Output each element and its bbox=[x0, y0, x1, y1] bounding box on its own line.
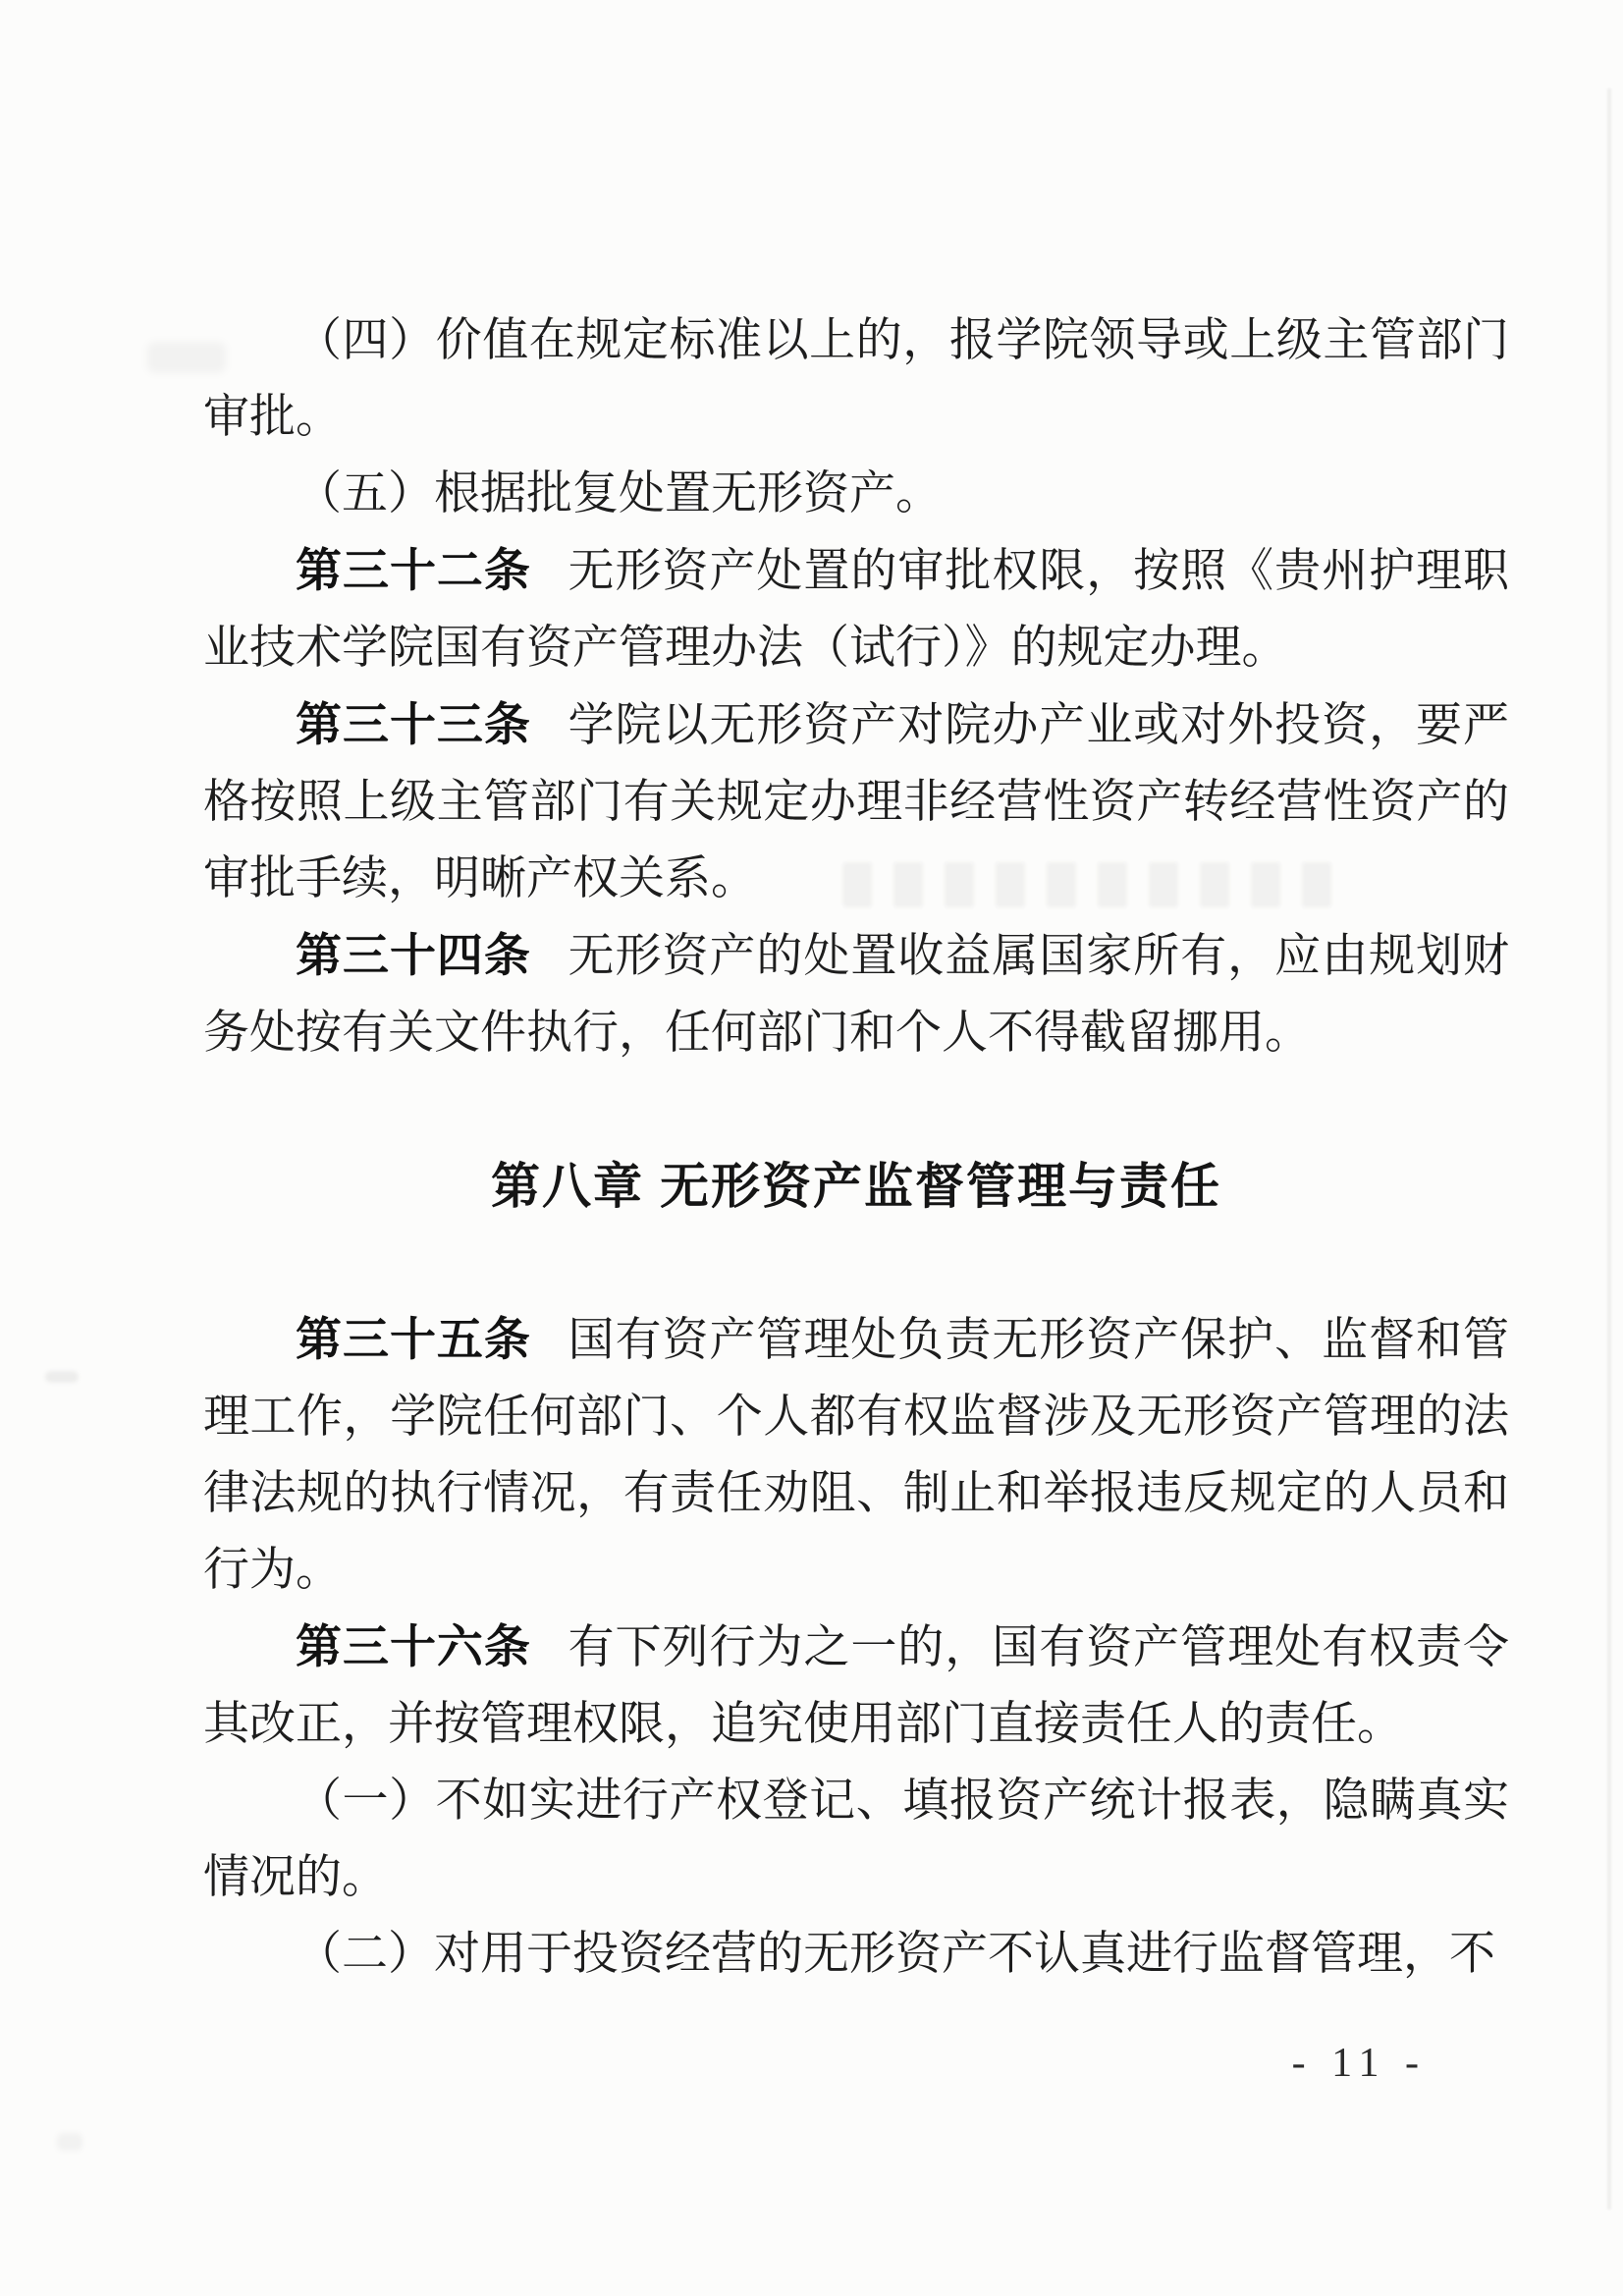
article-number: 第三十三条 bbox=[296, 698, 531, 750]
paragraph-text: 无形资产的处置收益属国家所有，应由规划财务处按有关文件执行，任何部门和个人不得截留挪用。 bbox=[203, 931, 1510, 1059]
paragraph-text: 国有资产管理处负责无形资产保护、监督和管理工作，学院任何部门、个人都有权监督涉及无形资产管理的法律法规的执行情况，有责任劝阻、制止和举报违反规定的人员和行为。 bbox=[203, 1315, 1510, 1596]
paragraph-text: （二）对用于投资经营的无形资产不认真进行监督管理，不 bbox=[296, 1929, 1495, 1980]
article-number: 第三十五条 bbox=[296, 1313, 531, 1365]
article-number: 第三十六条 bbox=[296, 1620, 531, 1672]
paragraph bbox=[203, 532, 1509, 686]
paragraph bbox=[203, 1916, 1509, 1993]
paragraph bbox=[203, 456, 1509, 532]
paragraph bbox=[203, 686, 1509, 917]
page-number: - 11 - bbox=[1291, 2041, 1427, 2086]
paragraph-text: （四）价值在规定标准以上的，报学院领导或上级主管部门审批。 bbox=[203, 315, 1509, 443]
paragraph bbox=[203, 302, 1509, 456]
paragraph-text: 无形资产处置的审批权限，按照《贵州护理职业技术学院国有资产管理办法（试行）》的规定办理。 bbox=[203, 546, 1510, 674]
paragraph bbox=[203, 1763, 1509, 1916]
article-number: 第三十二条 bbox=[296, 544, 531, 596]
chapter-heading: 第八章 无形资产监督管理与责任 bbox=[491, 1159, 1221, 1214]
scan-artifact-smudge bbox=[45, 1371, 79, 1383]
paragraph bbox=[203, 1301, 1509, 1609]
scan-artifact-edge-line bbox=[1607, 88, 1611, 2210]
document-body bbox=[203, 302, 1509, 1993]
paragraph-text: （五）根据批复处置无形资产。 bbox=[296, 468, 942, 519]
paragraph-text: 学院以无形资产对院办产业或对外投资，要严格按照上级主管部门有关规定办理非经营性资产转经营性资产的审批手续，明晰产权关系。 bbox=[203, 700, 1510, 904]
paragraph bbox=[203, 917, 1509, 1071]
paragraph bbox=[203, 1609, 1509, 1763]
article-number: 第三十四条 bbox=[296, 929, 531, 981]
paragraph-text: （一）不如实进行产权登记、填报资产统计报表，隐瞒真实情况的。 bbox=[203, 1776, 1509, 1903]
scan-artifact-smudge bbox=[57, 2133, 82, 2151]
paragraph-text: 有下列行为之一的，国有资产管理处有权责令其改正，并按管理权限，追究使用部门直接责任人的责任。 bbox=[203, 1622, 1510, 1750]
